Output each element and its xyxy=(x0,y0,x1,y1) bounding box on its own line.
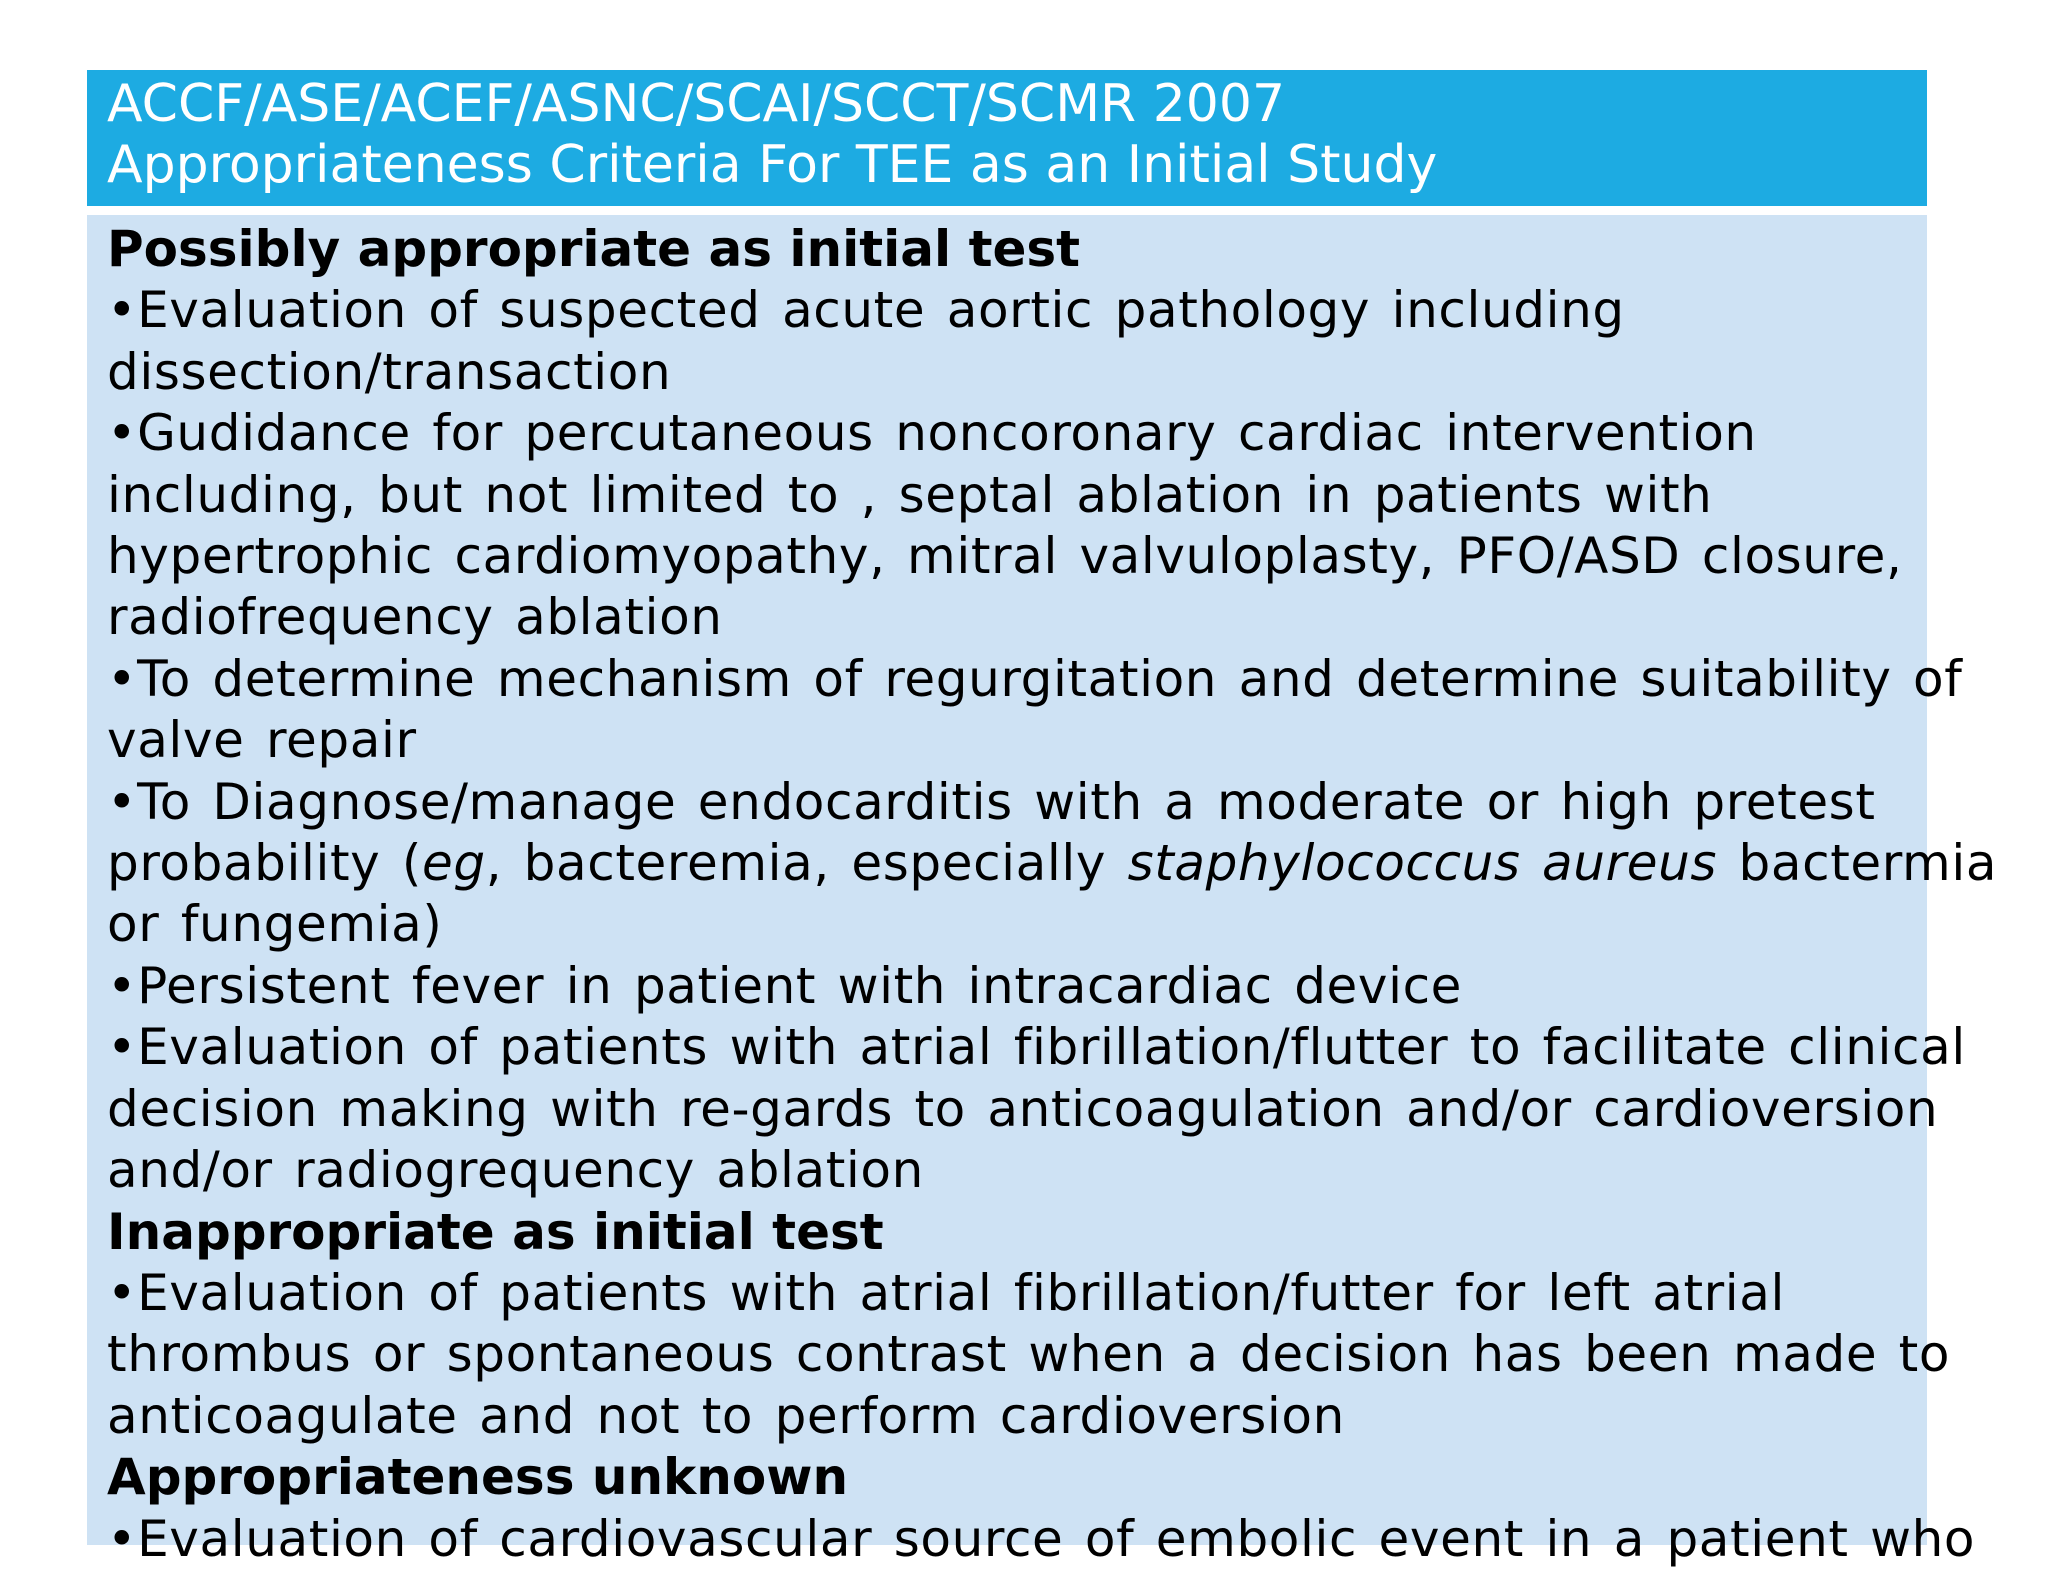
endocarditis-text-eg: eg xyxy=(421,834,486,893)
bullet-endocarditis-line-1: •To Diagnose/manage endocarditis with a moderate or high pretest xyxy=(107,772,1876,831)
bullet-thrombus-line-1: •Evaluation of patients with atrial fibrillation/futter for left atrial xyxy=(107,1263,1786,1322)
bullet-guidance-line-3: hypertrophic cardiomyopathy, mitral valvuloplasty, PFO/ASD closure, xyxy=(107,527,1903,586)
endocarditis-text-staph: staphylococcus aureus xyxy=(1127,834,1718,893)
bullet-regurgitation-line-2: valve repair xyxy=(107,711,417,770)
bullet-atrial-fibrillation-line-2: decision making with re-gards to anticoagulation and/or cardioversion xyxy=(107,1079,1939,1138)
bullet-regurgitation-line-1: •To determine mechanism of regurgitation and determine suitability of xyxy=(107,649,1963,708)
appropriateness-unknown-heading: Appropriateness unknown xyxy=(107,1448,849,1507)
bullet-endocarditis-line-2 xyxy=(107,833,1998,894)
bullet-atrial-fibrillation-line-3: and/or radiogrequency ablation xyxy=(107,1141,924,1200)
bullet-guidance-line-4: radiofrequency ablation xyxy=(107,588,723,647)
bullet-thrombus-line-3: anticoagulate and not to perform cardioversion xyxy=(107,1386,1345,1445)
bullet-endocarditis-line-3: or fungemia) xyxy=(107,895,443,954)
bullet-aortic-pathology-line-1: •Evaluation of suspected acute aortic pathology including xyxy=(107,281,1625,340)
slide-title-line-1: ACCF/ASE/ACEF/ASNC/SCAI/SCCT/SCMR 2007 xyxy=(107,74,1286,134)
possibly-appropriate-heading: Possibly appropriate as initial test xyxy=(107,220,1081,278)
inappropriate-heading: Inappropriate as initial test xyxy=(107,1202,884,1261)
bullet-guidance-line-2: including, but not limited to , septal ablation in patients with xyxy=(107,465,1713,524)
bullet-atrial-fibrillation-line-1: •Evaluation of patients with atrial fibrillation/flutter to facilitate clinical xyxy=(107,1018,1966,1077)
slide-title-line-2: Appropriateness Criteria For TEE as an Initial Study xyxy=(107,135,1438,195)
bullet-aortic-pathology-line-2: dissection/transaction xyxy=(107,342,672,401)
bullet-embolic-event-line-1: •Evaluation of cardiovascular source of embolic event in a patient who xyxy=(107,1509,1976,1568)
bullet-thrombus-line-2: thrombus or spontaneous contrast when a decision has been made to xyxy=(107,1325,1951,1384)
endocarditis-text-a: probability ( xyxy=(107,834,422,893)
endocarditis-text-c: , bacteremia, especially xyxy=(485,834,1128,893)
bullet-guidance-line-1: •Gudidance for percutaneous noncoronary cardiac intervention xyxy=(107,404,1757,463)
slide-title-bar xyxy=(87,70,1927,206)
endocarditis-text-e: bactermia xyxy=(1717,834,1998,893)
bullet-persistent-fever: •Persistent fever in patient with intracardiac device xyxy=(107,956,1463,1015)
criteria-content-panel xyxy=(87,215,1998,1568)
